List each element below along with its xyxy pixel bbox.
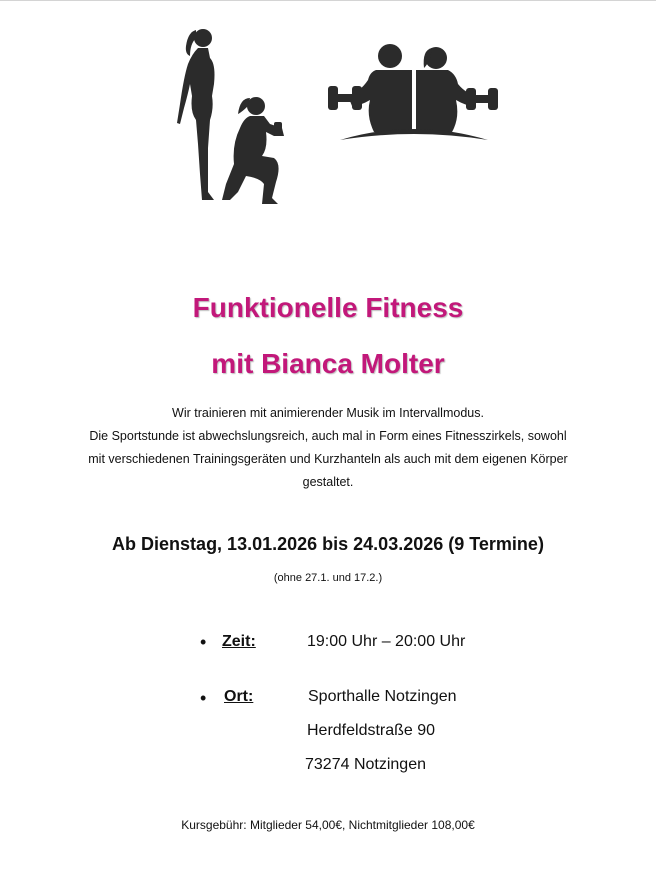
description-line: Wir trainieren mit animierender Musik im Intervallmodus. [172, 406, 484, 420]
venue-name: Sporthalle Notzingen [308, 688, 457, 705]
bullet: • [200, 632, 207, 652]
venue-street: Herdfeldstraße 90 [307, 722, 436, 739]
course-title: Funktionelle Fitness [192, 292, 464, 323]
venue-city: 73274 Notzingen [305, 756, 426, 773]
couple-dumbbell-silhouette-icon [326, 40, 502, 144]
time-label: Zeit: [222, 633, 256, 650]
description-line: mit verschiedenen Trainingsgeräten und Kurzhanteln als auch mit dem eigenen Körper [88, 452, 568, 466]
place-label: Ort: [224, 688, 254, 705]
women-exercise-silhouette-icon [170, 24, 300, 206]
course-fee: Kursgebühr: Mitglieder 54,00€, Nichtmitglieder 108,00€ [181, 818, 475, 832]
top-border [0, 0, 656, 1]
instructor-title: mit Bianca Molter [211, 348, 445, 379]
time-value: 19:00 Uhr – 20:00 Uhr [307, 633, 466, 650]
excluded-dates: (ohne 27.1. und 17.2.) [273, 572, 383, 584]
description-line: Die Sportstunde ist abwechslungsreich, auch mal in Form eines Fitnesszirkels, sowohl [89, 429, 567, 443]
bullet: • [200, 688, 207, 708]
description-line: gestaltet. [302, 475, 354, 489]
course-description [40, 402, 616, 494]
course-dates: Ab Dienstag, 13.01.2026 bis 24.03.2026 (9 Termine) [112, 534, 544, 554]
